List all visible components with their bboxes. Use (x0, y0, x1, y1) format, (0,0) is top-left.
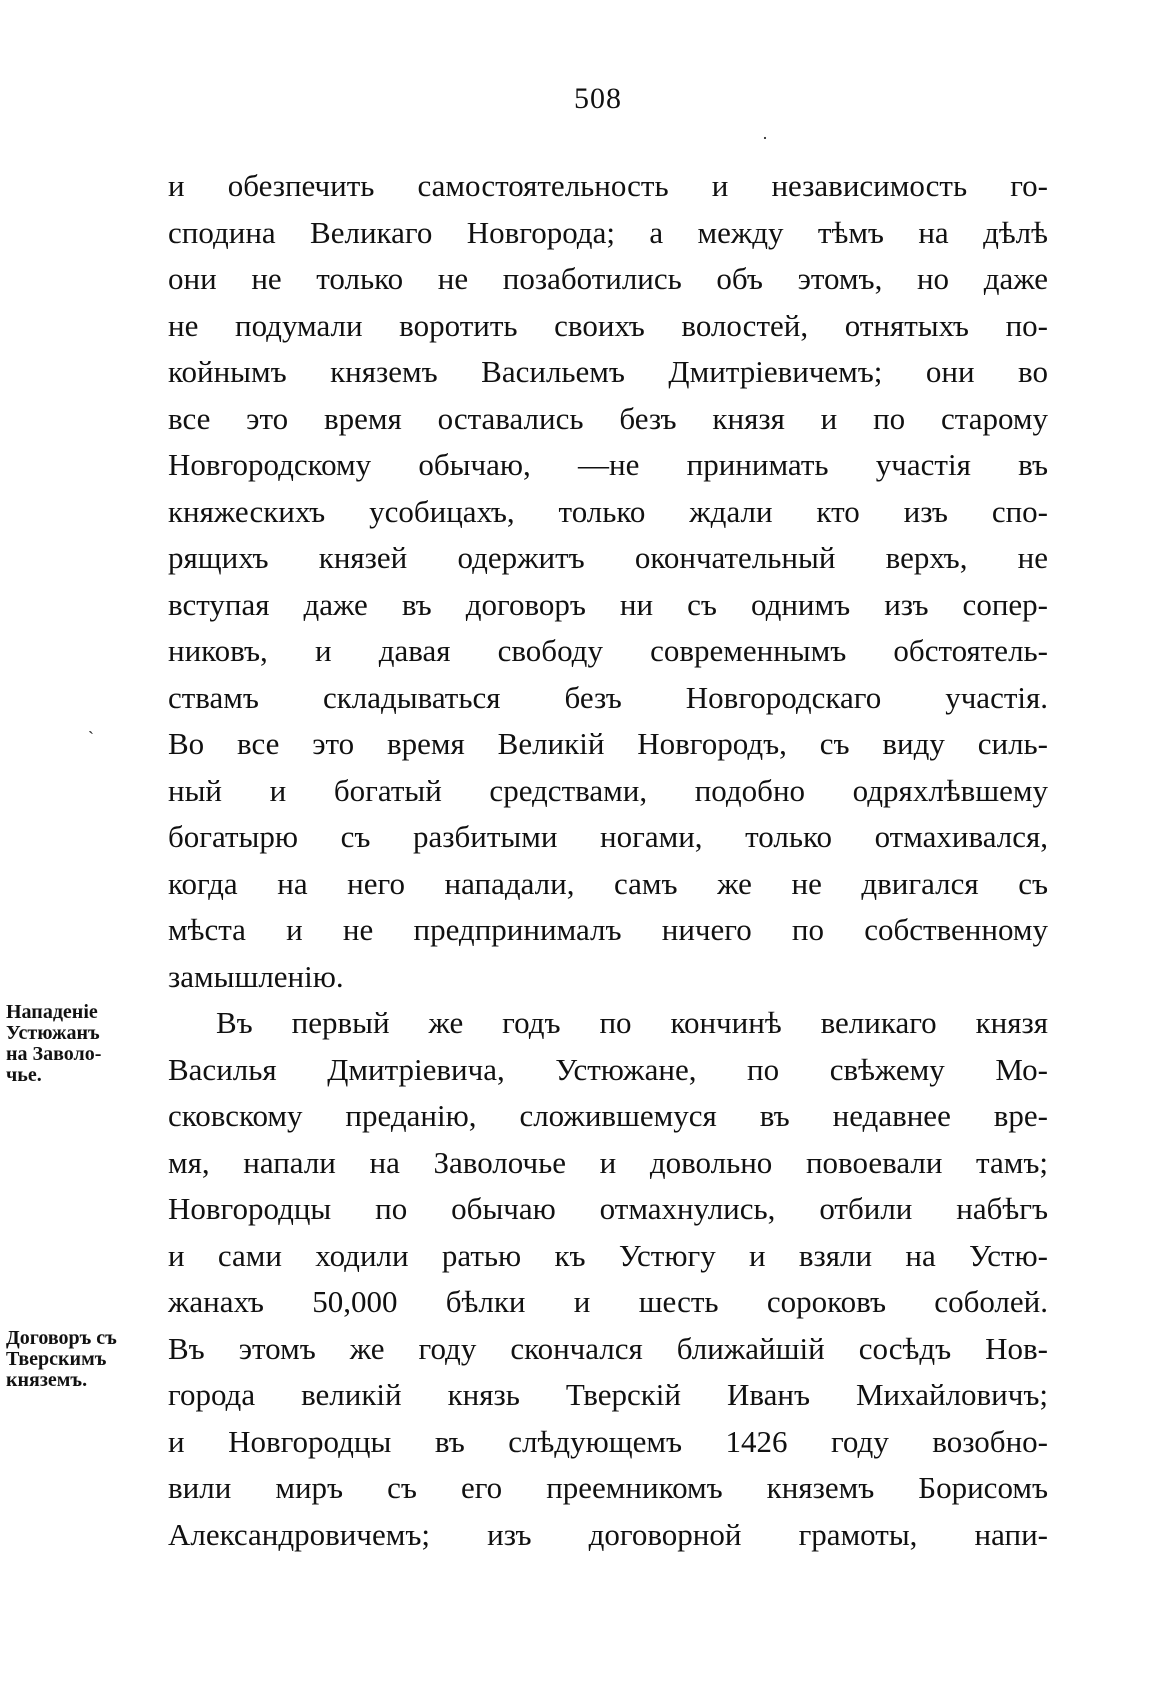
margin-note-line: Договоръ съ (6, 1327, 117, 1349)
body-line: все это время оставались безъ князя и по старому (168, 400, 1048, 436)
margin-note-treaty (6, 1328, 158, 1391)
body-line: койнымъ княземъ Васильемъ Дмитріевичемъ; они во (168, 354, 1048, 389)
body-text (168, 163, 1048, 1558)
stray-mark: ˎ (88, 714, 94, 734)
margin-note-line: Устюжанъ (6, 1022, 100, 1044)
margin-note-line: княземъ. (6, 1369, 88, 1391)
body-line: мѣста и не предпринималъ ничего по собственному (168, 912, 1048, 947)
margin-note-attack (6, 1002, 158, 1086)
stray-mark: · (762, 128, 768, 148)
body-line: мя, напали на Заволочье и довольно повоевали тамъ; (168, 1144, 1048, 1180)
body-line: Въ этомъ же году скончался ближайшій сосѣдъ Нов- (168, 1330, 1048, 1366)
body-line: вступая даже въ договоръ ни съ однимъ изъ сопер- (168, 586, 1048, 622)
body-line: Василья Дмитріевича, Устюжане, по свѣжему Мо- (168, 1051, 1048, 1087)
body-line: не подумали воротить своихъ волостей, отнятыхъ по- (168, 307, 1048, 343)
body-line: рящихъ князей одержитъ окончательный верхъ, не (168, 540, 1048, 575)
body-line: они не только не позаботились объ этомъ, но даже (168, 261, 1048, 296)
page-number: 508 (574, 82, 622, 115)
body-line: и сами ходили ратью къ Устюгу и взяли на Устю- (168, 1237, 1048, 1273)
body-line: жанахъ 50,000 бѣлки и шесть сороковъ соболей. (168, 1284, 1048, 1319)
body-line: когда на него нападали, самъ же не двигался съ (168, 865, 1048, 901)
body-line: ный и богатый средствами, подобно одряхлѣвшему (168, 772, 1048, 808)
body-line: никовъ, и давая свободу современнымъ обстоятель- (168, 633, 1048, 668)
margin-note-line: на Заволо- (6, 1043, 102, 1065)
body-line: ствамъ складываться безъ Новгородскаго участія. (168, 679, 1048, 715)
body-line: Новгородскому обычаю, —не принимать участія въ (168, 447, 1048, 482)
body-line: и обезпечить самостоятельность и независимость го- (168, 168, 1048, 203)
body-line: богатырю съ разбитыми ногами, только отмахивался, (168, 819, 1048, 854)
body-line: княжескихъ усобицахъ, только ждали кто изъ спо- (168, 493, 1048, 529)
margin-note-line: чье. (6, 1064, 42, 1086)
body-line: Въ первый же годъ по кончинѣ великаго князя (216, 1005, 1048, 1040)
body-line: и Новгородцы въ слѣдующемъ 1426 году возобно- (168, 1423, 1048, 1459)
margin-note-line: Нападеніе (6, 1001, 98, 1023)
body-line: вили миръ съ его преемникомъ княземъ Борисомъ (168, 1470, 1048, 1505)
body-line: замышленію. (168, 958, 344, 994)
body-line: Во все это время Великій Новгородъ, съ виду силь- (168, 726, 1048, 761)
body-line: Новгородцы по обычаю отмахнулись, отбили набѣгъ (168, 1191, 1048, 1226)
body-line: города великій князь Тверскій Иванъ Михайловичъ; (168, 1377, 1048, 1412)
margin-note-line: Тверскимъ (6, 1348, 107, 1370)
body-line: сковскому преданію, сложившемуся въ недавнее вре- (168, 1098, 1048, 1133)
body-line: Александровичемъ; изъ договорной грамоты, напи- (168, 1516, 1048, 1552)
body-line: сподина Великаго Новгорода; а между тѣмъ на дѣлѣ (168, 214, 1048, 250)
